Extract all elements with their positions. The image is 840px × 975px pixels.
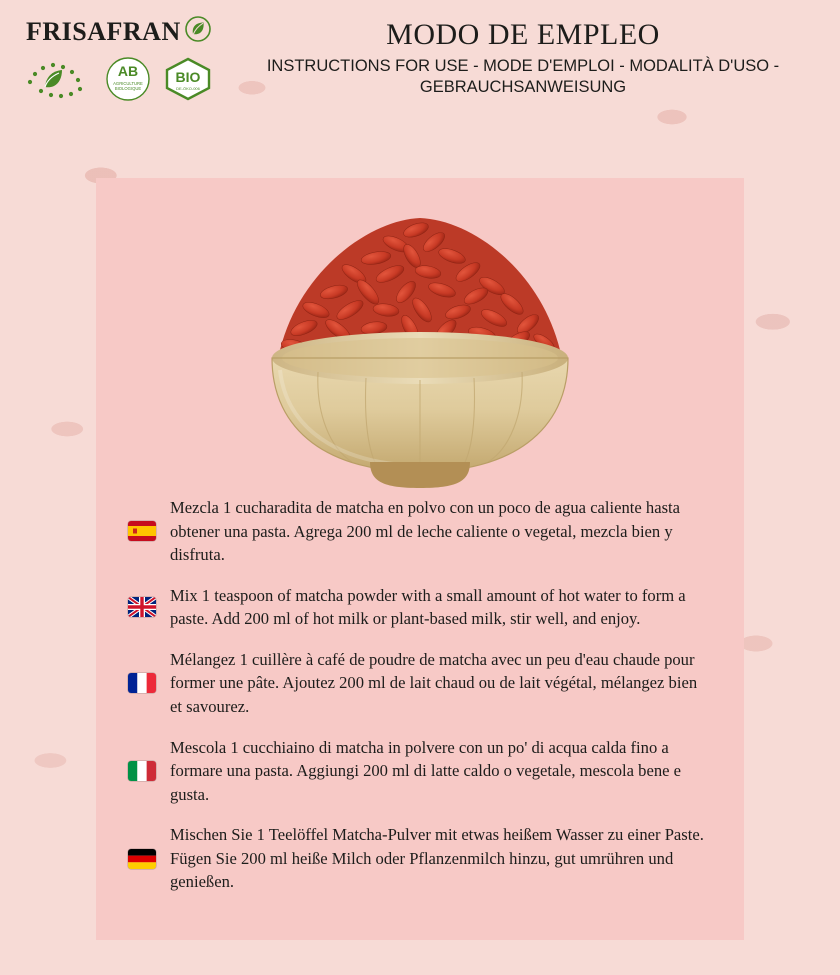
instruction-text-de: Mischen Sie 1 Teelöffel Matcha-Pulver mit etwas heißem Wasser zu einer Paste. Fügen Sie 200 ml heiße Milch oder Pflanzenmilch hinzu, gut umrühren und genießen. bbox=[170, 825, 704, 892]
flag-united-kingdom-icon bbox=[128, 597, 156, 617]
svg-text:DE-ÖKO-006: DE-ÖKO-006 bbox=[176, 86, 200, 91]
certification-badges bbox=[22, 56, 214, 107]
list-item bbox=[114, 496, 710, 567]
instruction-text-en: Mix 1 teaspoon of matcha powder with a small amount of hot water to form a paste. Add 200 ml of hot milk or plant-based milk, stir well, and enjoy. bbox=[170, 585, 686, 629]
leaf-icon bbox=[185, 16, 211, 47]
bio-siegel-icon bbox=[162, 57, 214, 106]
instruction-text-fr: Mélangez 1 cuillère à café de poudre de matcha avec un peu d'eau chaude pour former une pâte. Ajoutez 200 ml de lait chaud ou de lait végétal, mélangez bien et savourez. bbox=[170, 649, 698, 716]
instruction-text-it: Mescola 1 cucchiaino di matcha in polvere con un po' di acqua calda fino a formare una pasta. Aggiungi 200 ml di latte caldo o vegetale, mescola bene e gusta. bbox=[170, 737, 682, 804]
title-block bbox=[230, 18, 816, 98]
svg-text:BIOLOGIQUE: BIOLOGIQUE bbox=[114, 86, 142, 91]
goji-bowl-illustration bbox=[220, 200, 620, 495]
ab-certification-icon bbox=[106, 57, 150, 106]
flag-france-icon bbox=[128, 673, 156, 693]
instructions-card bbox=[96, 178, 744, 940]
flag-spain-icon bbox=[128, 521, 156, 541]
eu-organic-icon bbox=[22, 56, 94, 107]
list-item bbox=[114, 823, 710, 894]
flag-germany-icon bbox=[128, 849, 156, 869]
list-item bbox=[114, 584, 710, 631]
instruction-list bbox=[96, 496, 744, 911]
list-item bbox=[114, 736, 710, 807]
svg-text:AGRICULTURE: AGRICULTURE bbox=[113, 81, 143, 86]
brand-name: FRISAFRAN bbox=[26, 16, 181, 46]
svg-text:AB: AB bbox=[117, 63, 139, 79]
page-header bbox=[0, 0, 840, 112]
list-item bbox=[114, 648, 710, 719]
product-photo bbox=[96, 186, 744, 486]
instruction-text-es: Mezcla 1 cucharadita de matcha en polvo con un poco de agua caliente hasta obtener una pasta. Agrega 200 ml de leche caliente o vegetal, mezcla bien y disfruta. bbox=[170, 498, 681, 565]
flag-italy-icon bbox=[128, 761, 156, 781]
page-title: MODO DE EMPLEO bbox=[386, 18, 660, 51]
svg-text:BIO: BIO bbox=[175, 69, 201, 85]
brand-logo bbox=[26, 16, 211, 47]
page-subtitle: INSTRUCTIONS FOR USE - MODE D'EMPLOI - MODALITÀ D'USO - GEBRAUCHSANWEISUNG bbox=[266, 57, 780, 97]
